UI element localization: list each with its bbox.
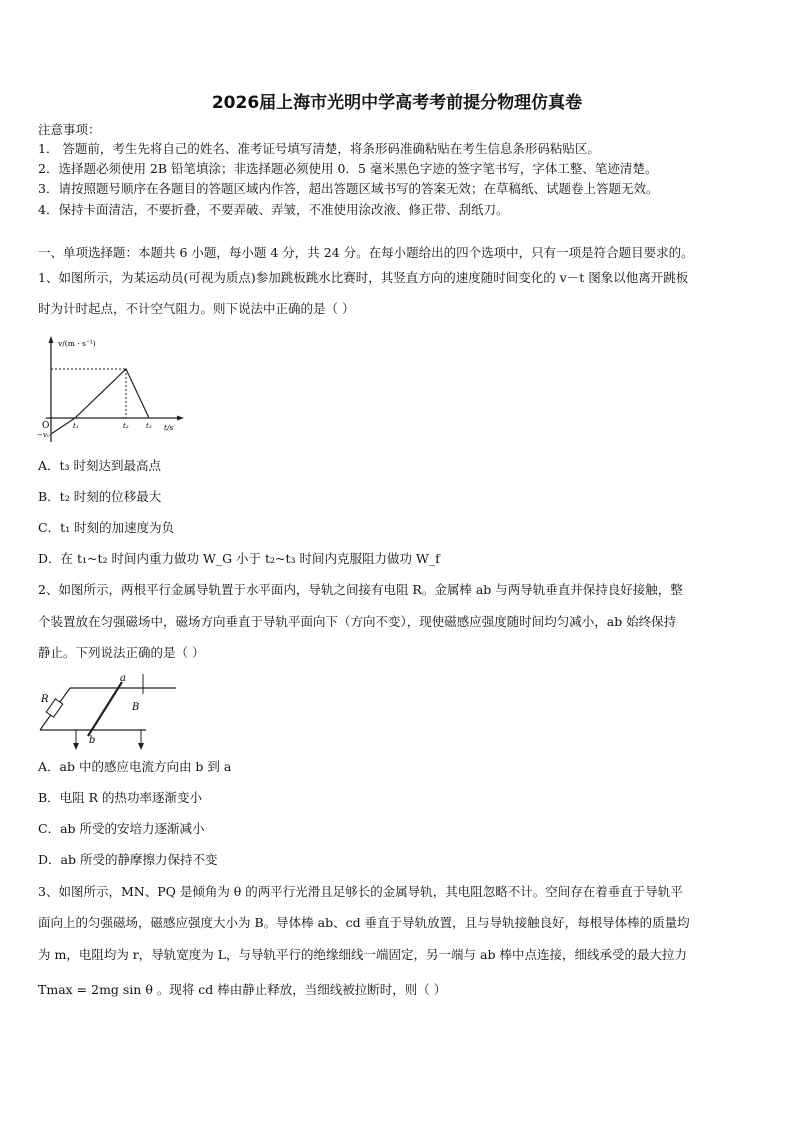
option-b: B．电阻 R 的热功率逐渐变小	[38, 790, 203, 805]
vt-graph	[36, 334, 186, 446]
option-c: C．t₁ 时刻的加速度为负	[38, 520, 175, 535]
question-text: 3、如图所示，MN、PQ 是倾角为 θ 的两平行光滑且足够长的金属导轨，其电阻忽略不计。空间存在着垂直于导轨平	[38, 884, 683, 899]
label-a: a	[120, 673, 126, 684]
question-text: 个装置放在匀强磁场中，磁场方向垂直于导轨平面向下（方向不变），现使磁感应强度随时间均匀减小，ab 始终保持	[38, 614, 677, 629]
notice-heading: 注意事项：	[38, 122, 101, 137]
graph-xlabel: t/s	[164, 423, 174, 432]
graph-t2: t₂	[123, 422, 129, 430]
question-text: 面向上的匀强磁场，磁感应强度大小为 B。导体棒 ab、cd 垂直于导轨放置，且与导轨接触良好，每根导体棒的质量均	[38, 915, 690, 930]
question-text: Tmax = 2mg sin θ 。现将 cd 棒由静止释放，当细线被拉断时，则（ ）	[38, 982, 447, 997]
notice-item: 4．保持卡面清洁，不要折叠，不要弄破、弄皱，不准使用涂改液、修正带、刮纸刀。	[38, 202, 509, 217]
question-text: 时为计时起点，不计空气阻力。则下说法中正确的是（ ）	[38, 301, 355, 316]
question-text: 静止。下列说法正确的是（ ）	[38, 645, 205, 660]
label-field-b: B	[132, 702, 140, 713]
option-c: C．ab 所受的安培力逐渐减小	[38, 821, 205, 836]
graph-neg-v0: −v₀	[37, 431, 50, 439]
notice-item: 1． 答题前，考生先将自己的姓名、准考证号填写清楚，将条形码准确粘贴在考生信息条形码粘贴区。	[38, 141, 600, 156]
notice-item: 3．请按照题号顺序在各题目的答题区域内作答，超出答题区域书写的答案无效；在草稿纸、试题卷上答题无效。	[38, 181, 659, 196]
graph-origin: O	[42, 421, 50, 431]
question-text: 1、如图所示，为某运动员(可视为质点)参加跳板跳水比赛时，其竖直方向的速度随时间变化的 v－t 图象以他离开跳板	[38, 270, 689, 285]
notice-item: 2．选择题必须使用 2B 铅笔填涂；非选择题必须使用 0．5 毫米黑色字迹的签字笔书写，字体工整、笔迹清楚。	[38, 161, 658, 176]
option-a: A．ab 中的感应电流方向由 b 到 a	[38, 759, 232, 774]
graph-t3: t₃	[146, 422, 152, 430]
rails-diagram	[36, 670, 181, 750]
question-text: 为 m，电阻均为 r，导轨宽度为 L，与导轨平行的绝缘细线一端固定，另一端与 ab 棒中点连接，细线承受的最大拉力	[38, 947, 687, 962]
option-b: B．t₂ 时刻的位移最大	[38, 489, 162, 504]
label-b: b	[89, 735, 96, 746]
graph-t1: t₁	[73, 422, 79, 430]
label-r: R	[41, 694, 49, 705]
question-text: 2、如图所示，两根平行金属导轨置于水平面内，导轨之间接有电阻 R。金属棒 ab 与两导轨垂直并保持良好接触，整	[38, 582, 683, 597]
option-d: D．在 t₁~t₂ 时间内重力做功 W_G 小于 t₂~t₃ 时间内克服阻力做功 W_f	[38, 551, 440, 566]
section-heading: 一、单项选择题：本题共 6 小题，每小题 4 分，共 24 分。在每小题给出的四个选项中，只有一项是符合题目要求的。	[38, 245, 694, 260]
graph-ylabel: v/(m · s⁻¹)	[58, 339, 96, 348]
option-a: A．t₃ 时刻达到最高点	[38, 458, 162, 473]
option-d: D．ab 所受的静摩擦力保持不变	[38, 852, 218, 867]
page-title: 2026届上海市光明中学高考考前提分物理仿真卷	[211, 93, 583, 113]
